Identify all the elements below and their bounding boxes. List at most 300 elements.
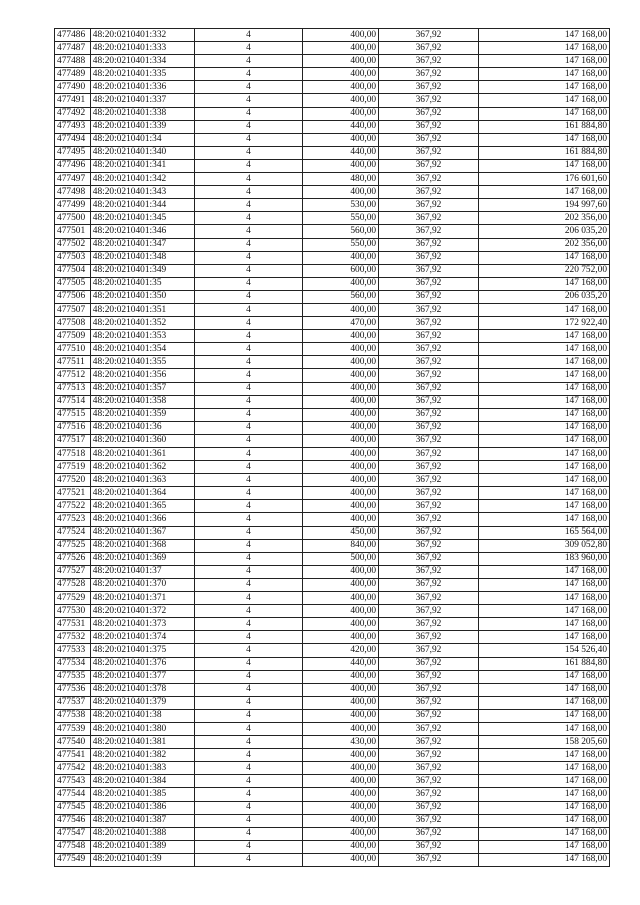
cadastral-number-cell: 48:20:0210401:372: [90, 605, 194, 618]
group-cell: 4: [194, 68, 302, 81]
area-cell: 400,00: [303, 814, 379, 827]
rate-cell: 367,92: [379, 303, 479, 316]
table-row: [55, 552, 610, 565]
cadastral-number-cell: 48:20:0210401:386: [90, 801, 194, 814]
table-row: [55, 670, 610, 683]
table-row: [55, 186, 610, 199]
value-cell: 147 168,00: [478, 775, 609, 788]
row-number-cell: 477539: [55, 722, 91, 735]
row-number-cell: 477503: [55, 251, 91, 264]
rate-cell: 367,92: [379, 317, 479, 330]
table-row: [55, 408, 610, 421]
group-cell: 4: [194, 762, 302, 775]
table-row: [55, 709, 610, 722]
rate-cell: 367,92: [379, 657, 479, 670]
table-row: [55, 251, 610, 264]
value-cell: 147 168,00: [478, 722, 609, 735]
area-cell: 440,00: [303, 146, 379, 159]
row-number-cell: 477505: [55, 277, 91, 290]
table-row: [55, 277, 610, 290]
group-cell: 4: [194, 290, 302, 303]
area-cell: 400,00: [303, 251, 379, 264]
area-cell: 400,00: [303, 762, 379, 775]
rate-cell: 367,92: [379, 94, 479, 107]
group-cell: 4: [194, 474, 302, 487]
group-cell: 4: [194, 159, 302, 172]
table-row: [55, 290, 610, 303]
value-cell: 147 168,00: [478, 408, 609, 421]
rate-cell: 367,92: [379, 277, 479, 290]
row-number-cell: 477488: [55, 55, 91, 68]
group-cell: 4: [194, 657, 302, 670]
area-cell: 400,00: [303, 605, 379, 618]
table-row: [55, 762, 610, 775]
area-cell: 400,00: [303, 68, 379, 81]
group-cell: 4: [194, 840, 302, 853]
cadastral-number-cell: 48:20:0210401:360: [90, 434, 194, 447]
cadastral-number-cell: 48:20:0210401:358: [90, 395, 194, 408]
group-cell: 4: [194, 461, 302, 474]
value-cell: 147 168,00: [478, 133, 609, 146]
table-row: [55, 395, 610, 408]
rate-cell: 367,92: [379, 133, 479, 146]
cadastral-number-cell: 48:20:0210401:371: [90, 592, 194, 605]
row-number-cell: 477489: [55, 68, 91, 81]
group-cell: 4: [194, 55, 302, 68]
cadastral-number-cell: 48:20:0210401:348: [90, 251, 194, 264]
group-cell: 4: [194, 631, 302, 644]
table-row: [55, 539, 610, 552]
row-number-cell: 477511: [55, 356, 91, 369]
value-cell: 147 168,00: [478, 618, 609, 631]
value-cell: 147 168,00: [478, 42, 609, 55]
value-cell: 147 168,00: [478, 81, 609, 94]
table-row: [55, 133, 610, 146]
cadastral-value-table: [54, 28, 610, 867]
table-row: [55, 212, 610, 225]
table-row: [55, 264, 610, 277]
group-cell: 4: [194, 618, 302, 631]
row-number-cell: 477528: [55, 578, 91, 591]
cadastral-number-cell: 48:20:0210401:39: [90, 853, 194, 866]
value-cell: 147 168,00: [478, 356, 609, 369]
rate-cell: 367,92: [379, 186, 479, 199]
cadastral-number-cell: 48:20:0210401:333: [90, 42, 194, 55]
cadastral-number-cell: 48:20:0210401:387: [90, 814, 194, 827]
table-row: [55, 775, 610, 788]
rate-cell: 367,92: [379, 736, 479, 749]
value-cell: 161 884,80: [478, 657, 609, 670]
rate-cell: 367,92: [379, 709, 479, 722]
table-row: [55, 343, 610, 356]
value-cell: 147 168,00: [478, 395, 609, 408]
row-number-cell: 477549: [55, 853, 91, 866]
row-number-cell: 477523: [55, 513, 91, 526]
group-cell: 4: [194, 369, 302, 382]
cadastral-number-cell: 48:20:0210401:362: [90, 461, 194, 474]
value-cell: 147 168,00: [478, 461, 609, 474]
row-number-cell: 477490: [55, 81, 91, 94]
rate-cell: 367,92: [379, 81, 479, 94]
value-cell: 147 168,00: [478, 277, 609, 290]
rate-cell: 367,92: [379, 762, 479, 775]
value-cell: 147 168,00: [478, 68, 609, 81]
area-cell: 400,00: [303, 42, 379, 55]
rate-cell: 367,92: [379, 670, 479, 683]
cadastral-number-cell: 48:20:0210401:35: [90, 277, 194, 290]
group-cell: 4: [194, 238, 302, 251]
cadastral-number-cell: 48:20:0210401:385: [90, 788, 194, 801]
cadastral-number-cell: 48:20:0210401:374: [90, 631, 194, 644]
value-cell: 147 168,00: [478, 814, 609, 827]
rate-cell: 367,92: [379, 330, 479, 343]
cadastral-number-cell: 48:20:0210401:365: [90, 500, 194, 513]
value-cell: 147 168,00: [478, 55, 609, 68]
rate-cell: 367,92: [379, 814, 479, 827]
cadastral-number-cell: 48:20:0210401:379: [90, 696, 194, 709]
table-row: [55, 421, 610, 434]
area-cell: 400,00: [303, 709, 379, 722]
value-cell: 147 168,00: [478, 251, 609, 264]
area-cell: 560,00: [303, 290, 379, 303]
area-cell: 400,00: [303, 55, 379, 68]
cadastral-number-cell: 48:20:0210401:346: [90, 225, 194, 238]
group-cell: 4: [194, 722, 302, 735]
cadastral-number-cell: 48:20:0210401:350: [90, 290, 194, 303]
area-cell: 400,00: [303, 421, 379, 434]
table-row: [55, 55, 610, 68]
rate-cell: 367,92: [379, 434, 479, 447]
rate-cell: 367,92: [379, 55, 479, 68]
cadastral-number-cell: 48:20:0210401:366: [90, 513, 194, 526]
group-cell: 4: [194, 395, 302, 408]
rate-cell: 367,92: [379, 592, 479, 605]
rate-cell: 367,92: [379, 264, 479, 277]
row-number-cell: 477531: [55, 618, 91, 631]
cadastral-number-cell: 48:20:0210401:359: [90, 408, 194, 421]
value-cell: 202 356,00: [478, 212, 609, 225]
group-cell: 4: [194, 788, 302, 801]
table-row: [55, 330, 610, 343]
value-cell: 147 168,00: [478, 801, 609, 814]
area-cell: 400,00: [303, 369, 379, 382]
table-row: [55, 827, 610, 840]
area-cell: 400,00: [303, 775, 379, 788]
table-body: [55, 29, 610, 867]
value-cell: 158 205,60: [478, 736, 609, 749]
area-cell: 400,00: [303, 474, 379, 487]
group-cell: 4: [194, 434, 302, 447]
area-cell: 400,00: [303, 29, 379, 42]
area-cell: 400,00: [303, 801, 379, 814]
rate-cell: 367,92: [379, 827, 479, 840]
table-row: [55, 592, 610, 605]
cadastral-number-cell: 48:20:0210401:355: [90, 356, 194, 369]
area-cell: 430,00: [303, 736, 379, 749]
area-cell: 400,00: [303, 487, 379, 500]
cadastral-number-cell: 48:20:0210401:338: [90, 107, 194, 120]
group-cell: 4: [194, 408, 302, 421]
row-number-cell: 477544: [55, 788, 91, 801]
group-cell: 4: [194, 146, 302, 159]
row-number-cell: 477518: [55, 448, 91, 461]
value-cell: 147 168,00: [478, 421, 609, 434]
rate-cell: 367,92: [379, 369, 479, 382]
row-number-cell: 477520: [55, 474, 91, 487]
table-row: [55, 853, 610, 866]
rate-cell: 367,92: [379, 448, 479, 461]
row-number-cell: 477496: [55, 159, 91, 172]
row-number-cell: 477536: [55, 683, 91, 696]
row-number-cell: 477491: [55, 94, 91, 107]
table-row: [55, 578, 610, 591]
rate-cell: 367,92: [379, 159, 479, 172]
table-row: [55, 840, 610, 853]
value-cell: 147 168,00: [478, 107, 609, 120]
table-row: [55, 173, 610, 186]
value-cell: 147 168,00: [478, 565, 609, 578]
group-cell: 4: [194, 827, 302, 840]
row-number-cell: 477545: [55, 801, 91, 814]
row-number-cell: 477499: [55, 199, 91, 212]
rate-cell: 367,92: [379, 644, 479, 657]
value-cell: 147 168,00: [478, 29, 609, 42]
value-cell: 147 168,00: [478, 605, 609, 618]
rate-cell: 367,92: [379, 343, 479, 356]
cadastral-number-cell: 48:20:0210401:337: [90, 94, 194, 107]
table-row: [55, 81, 610, 94]
table-row: [55, 199, 610, 212]
value-cell: 202 356,00: [478, 238, 609, 251]
group-cell: 4: [194, 749, 302, 762]
area-cell: 400,00: [303, 578, 379, 591]
value-cell: 147 168,00: [478, 853, 609, 866]
area-cell: 400,00: [303, 592, 379, 605]
cadastral-number-cell: 48:20:0210401:345: [90, 212, 194, 225]
area-cell: 560,00: [303, 225, 379, 238]
group-cell: 4: [194, 225, 302, 238]
area-cell: 450,00: [303, 526, 379, 539]
area-cell: 400,00: [303, 827, 379, 840]
cadastral-number-cell: 48:20:0210401:383: [90, 762, 194, 775]
rate-cell: 367,92: [379, 107, 479, 120]
row-number-cell: 477492: [55, 107, 91, 120]
table-row: [55, 722, 610, 735]
rate-cell: 367,92: [379, 212, 479, 225]
row-number-cell: 477514: [55, 395, 91, 408]
area-cell: 400,00: [303, 94, 379, 107]
rate-cell: 367,92: [379, 853, 479, 866]
value-cell: 172 922,40: [478, 317, 609, 330]
cadastral-number-cell: 48:20:0210401:34: [90, 133, 194, 146]
table-row: [55, 736, 610, 749]
cadastral-number-cell: 48:20:0210401:352: [90, 317, 194, 330]
group-cell: 4: [194, 578, 302, 591]
rate-cell: 367,92: [379, 801, 479, 814]
group-cell: 4: [194, 173, 302, 186]
cadastral-number-cell: 48:20:0210401:332: [90, 29, 194, 42]
area-cell: 400,00: [303, 500, 379, 513]
rate-cell: 367,92: [379, 840, 479, 853]
value-cell: 147 168,00: [478, 578, 609, 591]
area-cell: 400,00: [303, 159, 379, 172]
group-cell: 4: [194, 448, 302, 461]
table-row: [55, 369, 610, 382]
row-number-cell: 477501: [55, 225, 91, 238]
table-row: [55, 356, 610, 369]
row-number-cell: 477537: [55, 696, 91, 709]
value-cell: 147 168,00: [478, 94, 609, 107]
group-cell: 4: [194, 526, 302, 539]
row-number-cell: 477534: [55, 657, 91, 670]
area-cell: 470,00: [303, 317, 379, 330]
row-number-cell: 477542: [55, 762, 91, 775]
cadastral-number-cell: 48:20:0210401:342: [90, 173, 194, 186]
group-cell: 4: [194, 736, 302, 749]
cadastral-number-cell: 48:20:0210401:378: [90, 683, 194, 696]
area-cell: 400,00: [303, 356, 379, 369]
value-cell: 220 752,00: [478, 264, 609, 277]
group-cell: 4: [194, 565, 302, 578]
area-cell: 600,00: [303, 264, 379, 277]
table-row: [55, 565, 610, 578]
group-cell: 4: [194, 330, 302, 343]
row-number-cell: 477515: [55, 408, 91, 421]
table-row: [55, 461, 610, 474]
value-cell: 154 526,40: [478, 644, 609, 657]
rate-cell: 367,92: [379, 173, 479, 186]
table-row: [55, 68, 610, 81]
value-cell: 206 035,20: [478, 225, 609, 238]
rate-cell: 367,92: [379, 513, 479, 526]
table-row: [55, 788, 610, 801]
cadastral-number-cell: 48:20:0210401:363: [90, 474, 194, 487]
rate-cell: 367,92: [379, 618, 479, 631]
rate-cell: 367,92: [379, 290, 479, 303]
area-cell: 400,00: [303, 683, 379, 696]
table-row: [55, 618, 610, 631]
table-row: [55, 94, 610, 107]
area-cell: 400,00: [303, 840, 379, 853]
cadastral-number-cell: 48:20:0210401:376: [90, 657, 194, 670]
table-row: [55, 29, 610, 42]
row-number-cell: 477502: [55, 238, 91, 251]
row-number-cell: 477508: [55, 317, 91, 330]
group-cell: 4: [194, 775, 302, 788]
area-cell: 400,00: [303, 513, 379, 526]
group-cell: 4: [194, 303, 302, 316]
cadastral-number-cell: 48:20:0210401:381: [90, 736, 194, 749]
rate-cell: 367,92: [379, 578, 479, 591]
row-number-cell: 477495: [55, 146, 91, 159]
rate-cell: 367,92: [379, 146, 479, 159]
cadastral-number-cell: 48:20:0210401:335: [90, 68, 194, 81]
rate-cell: 367,92: [379, 421, 479, 434]
row-number-cell: 477541: [55, 749, 91, 762]
row-number-cell: 477527: [55, 565, 91, 578]
area-cell: 400,00: [303, 133, 379, 146]
table-row: [55, 303, 610, 316]
area-cell: 400,00: [303, 408, 379, 421]
value-cell: 147 168,00: [478, 186, 609, 199]
group-cell: 4: [194, 317, 302, 330]
rate-cell: 367,92: [379, 408, 479, 421]
cadastral-number-cell: 48:20:0210401:349: [90, 264, 194, 277]
table-row: [55, 225, 610, 238]
cadastral-number-cell: 48:20:0210401:354: [90, 343, 194, 356]
cadastral-number-cell: 48:20:0210401:37: [90, 565, 194, 578]
value-cell: 147 168,00: [478, 683, 609, 696]
rate-cell: 367,92: [379, 382, 479, 395]
cadastral-number-cell: 48:20:0210401:341: [90, 159, 194, 172]
table-row: [55, 107, 610, 120]
rate-cell: 367,92: [379, 29, 479, 42]
row-number-cell: 477500: [55, 212, 91, 225]
row-number-cell: 477507: [55, 303, 91, 316]
value-cell: 147 168,00: [478, 500, 609, 513]
area-cell: 400,00: [303, 749, 379, 762]
row-number-cell: 477509: [55, 330, 91, 343]
cadastral-number-cell: 48:20:0210401:340: [90, 146, 194, 159]
table-row: [55, 120, 610, 133]
area-cell: 480,00: [303, 173, 379, 186]
row-number-cell: 477497: [55, 173, 91, 186]
group-cell: 4: [194, 801, 302, 814]
row-number-cell: 477494: [55, 133, 91, 146]
cadastral-number-cell: 48:20:0210401:361: [90, 448, 194, 461]
area-cell: 400,00: [303, 395, 379, 408]
group-cell: 4: [194, 356, 302, 369]
table-row: [55, 644, 610, 657]
value-cell: 147 168,00: [478, 749, 609, 762]
table-row: [55, 146, 610, 159]
value-cell: 147 168,00: [478, 788, 609, 801]
group-cell: 4: [194, 500, 302, 513]
value-cell: 147 168,00: [478, 434, 609, 447]
area-cell: 420,00: [303, 644, 379, 657]
group-cell: 4: [194, 605, 302, 618]
table-row: [55, 474, 610, 487]
value-cell: 147 168,00: [478, 369, 609, 382]
row-number-cell: 477517: [55, 434, 91, 447]
rate-cell: 367,92: [379, 683, 479, 696]
area-cell: 400,00: [303, 722, 379, 735]
area-cell: 400,00: [303, 788, 379, 801]
row-number-cell: 477493: [55, 120, 91, 133]
group-cell: 4: [194, 251, 302, 264]
rate-cell: 367,92: [379, 461, 479, 474]
group-cell: 4: [194, 42, 302, 55]
area-cell: 400,00: [303, 382, 379, 395]
rate-cell: 367,92: [379, 120, 479, 133]
row-number-cell: 477487: [55, 42, 91, 55]
value-cell: 147 168,00: [478, 343, 609, 356]
cadastral-number-cell: 48:20:0210401:368: [90, 539, 194, 552]
group-cell: 4: [194, 421, 302, 434]
row-number-cell: 477543: [55, 775, 91, 788]
row-number-cell: 477530: [55, 605, 91, 618]
cadastral-number-cell: 48:20:0210401:351: [90, 303, 194, 316]
rate-cell: 367,92: [379, 199, 479, 212]
area-cell: 400,00: [303, 434, 379, 447]
group-cell: 4: [194, 853, 302, 866]
row-number-cell: 477516: [55, 421, 91, 434]
cadastral-number-cell: 48:20:0210401:388: [90, 827, 194, 840]
area-cell: 400,00: [303, 618, 379, 631]
value-cell: 194 997,60: [478, 199, 609, 212]
cadastral-number-cell: 48:20:0210401:375: [90, 644, 194, 657]
row-number-cell: 477504: [55, 264, 91, 277]
